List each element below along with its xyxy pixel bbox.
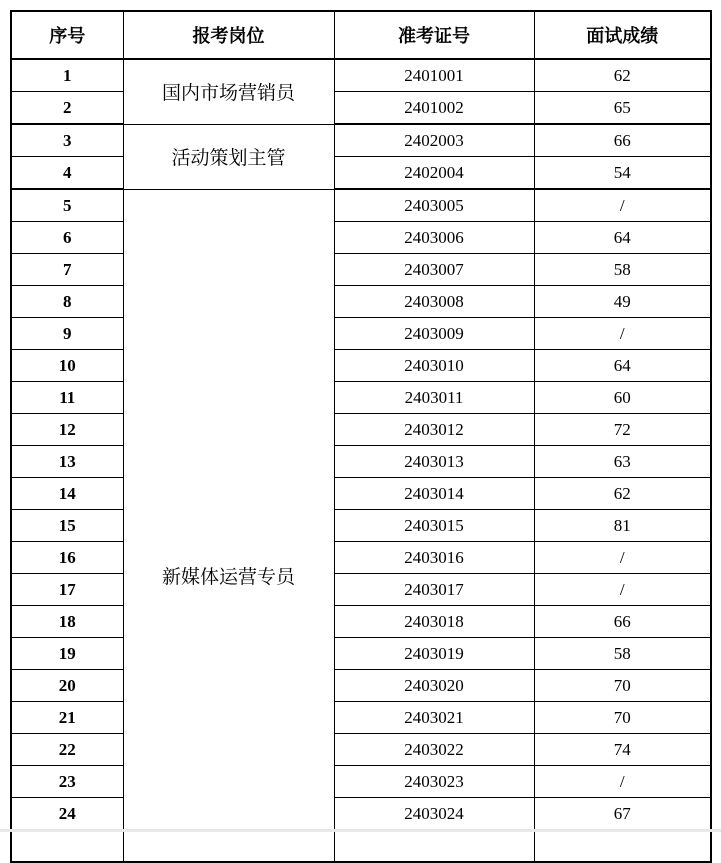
serial-cell: 13 [11, 446, 123, 478]
ticket-cell: 2403015 [334, 510, 534, 542]
serial-cell: 15 [11, 510, 123, 542]
table-row [11, 542, 711, 574]
serial-cell: 21 [11, 702, 123, 734]
table-row [11, 92, 711, 125]
ticket-cell: 2403021 [334, 702, 534, 734]
ticket-cell: 2403023 [334, 766, 534, 798]
ticket-cell: 2403006 [334, 222, 534, 254]
ticket-cell: 2403008 [334, 286, 534, 318]
position-cell: 新媒体运营专员 [123, 189, 334, 862]
serial-cell: 11 [11, 382, 123, 414]
table-row [11, 189, 711, 222]
ticket-cell: 2403013 [334, 446, 534, 478]
interview-score-table [10, 10, 712, 863]
table-row [11, 574, 711, 606]
score-cell: 66 [534, 124, 711, 157]
ticket-cell [334, 830, 534, 863]
ticket-cell: 2403018 [334, 606, 534, 638]
score-cell: 64 [534, 350, 711, 382]
score-cell: 58 [534, 254, 711, 286]
table-row [11, 286, 711, 318]
serial-cell: 10 [11, 350, 123, 382]
score-cell: 63 [534, 446, 711, 478]
score-cell: 49 [534, 286, 711, 318]
score-cell: 62 [534, 478, 711, 510]
serial-cell [11, 830, 123, 863]
table-row [11, 670, 711, 702]
serial-cell: 7 [11, 254, 123, 286]
serial-cell: 2 [11, 92, 123, 125]
serial-cell: 9 [11, 318, 123, 350]
serial-cell: 24 [11, 798, 123, 830]
serial-cell: 3 [11, 124, 123, 157]
ticket-cell: 2402003 [334, 124, 534, 157]
header-score: 面试成绩 [534, 11, 711, 59]
position-cell: 活动策划主管 [123, 124, 334, 189]
serial-cell: 20 [11, 670, 123, 702]
score-cell: 66 [534, 606, 711, 638]
score-cell: / [534, 318, 711, 350]
serial-cell: 8 [11, 286, 123, 318]
table-row [11, 382, 711, 414]
table-row [11, 510, 711, 542]
serial-cell: 23 [11, 766, 123, 798]
header-position: 报考岗位 [123, 11, 334, 59]
serial-cell: 17 [11, 574, 123, 606]
ticket-cell: 2401001 [334, 59, 534, 92]
table-row [11, 606, 711, 638]
table-row [11, 446, 711, 478]
serial-cell: 16 [11, 542, 123, 574]
serial-cell: 6 [11, 222, 123, 254]
serial-cell: 1 [11, 59, 123, 92]
header-row [11, 11, 711, 59]
score-cell: 70 [534, 670, 711, 702]
ticket-cell: 2403017 [334, 574, 534, 606]
table-row [11, 830, 711, 863]
ticket-cell: 2403011 [334, 382, 534, 414]
table-row [11, 734, 711, 766]
table-row [11, 59, 711, 92]
table-row [11, 222, 711, 254]
table-row [11, 702, 711, 734]
score-cell: 72 [534, 414, 711, 446]
ticket-cell: 2403020 [334, 670, 534, 702]
score-cell: / [534, 189, 711, 222]
score-cell: 70 [534, 702, 711, 734]
table-row [11, 478, 711, 510]
score-cell: 60 [534, 382, 711, 414]
ticket-cell: 2403014 [334, 478, 534, 510]
table-header [11, 11, 711, 59]
serial-cell: 22 [11, 734, 123, 766]
header-serial: 序号 [11, 11, 123, 59]
score-cell: 65 [534, 92, 711, 125]
position-cell: 国内市场营销员 [123, 59, 334, 124]
ticket-cell: 2403024 [334, 798, 534, 830]
ticket-cell: 2403007 [334, 254, 534, 286]
ticket-cell: 2403016 [334, 542, 534, 574]
score-cell [534, 830, 711, 863]
table-row [11, 157, 711, 190]
serial-cell: 4 [11, 157, 123, 190]
score-cell: 58 [534, 638, 711, 670]
score-cell: / [534, 574, 711, 606]
serial-cell: 5 [11, 189, 123, 222]
table-row [11, 350, 711, 382]
score-cell: 54 [534, 157, 711, 190]
ticket-cell: 2403010 [334, 350, 534, 382]
table-row [11, 638, 711, 670]
score-cell: 67 [534, 798, 711, 830]
score-cell: 81 [534, 510, 711, 542]
ticket-cell: 2403022 [334, 734, 534, 766]
ticket-cell: 2403012 [334, 414, 534, 446]
table-row [11, 766, 711, 798]
score-cell: 62 [534, 59, 711, 92]
table-body [11, 59, 711, 862]
score-cell: 64 [534, 222, 711, 254]
score-cell: / [534, 542, 711, 574]
table-row [11, 124, 711, 157]
table-row [11, 254, 711, 286]
document-page [10, 10, 712, 863]
score-cell: / [534, 766, 711, 798]
ticket-cell: 2401002 [334, 92, 534, 125]
serial-cell: 18 [11, 606, 123, 638]
table-row [11, 414, 711, 446]
table-row [11, 798, 711, 830]
ticket-cell: 2403005 [334, 189, 534, 222]
serial-cell: 19 [11, 638, 123, 670]
table-row [11, 318, 711, 350]
ticket-cell: 2403009 [334, 318, 534, 350]
ticket-cell: 2403019 [334, 638, 534, 670]
score-cell: 74 [534, 734, 711, 766]
serial-cell: 12 [11, 414, 123, 446]
serial-cell: 14 [11, 478, 123, 510]
ticket-cell: 2402004 [334, 157, 534, 190]
header-ticket: 准考证号 [334, 11, 534, 59]
